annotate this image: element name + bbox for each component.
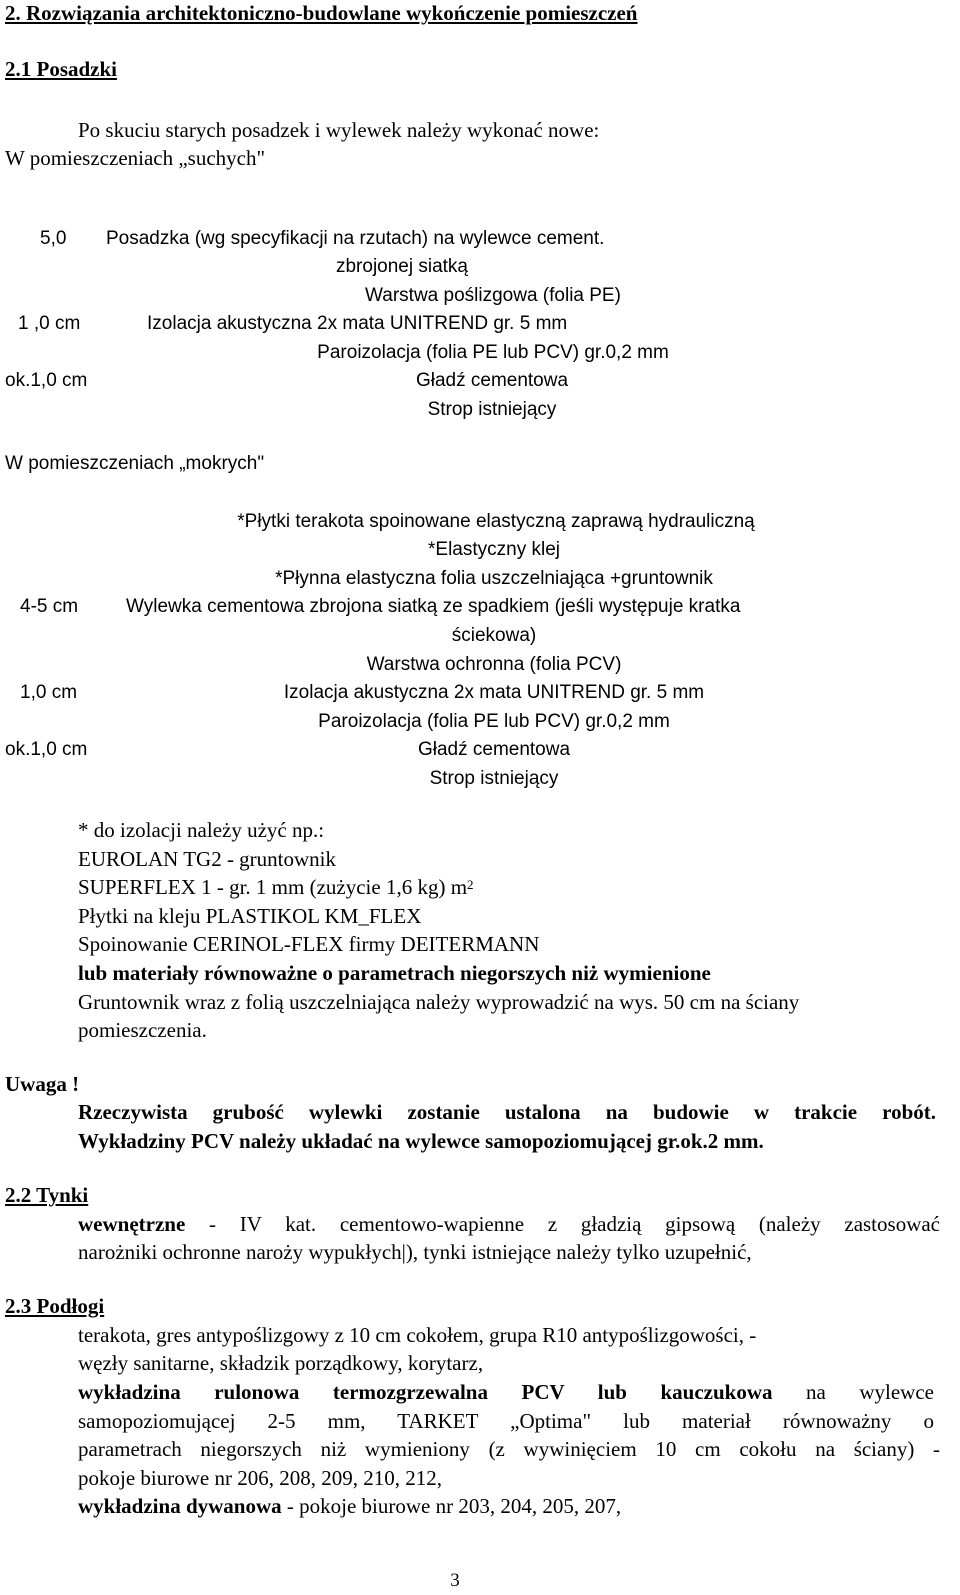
note-line-4: Spoinowanie CERINOL-FLEX firmy DEITERMANN — [78, 932, 540, 956]
note-line-3: Płytki na kleju PLASTIKOL KM_FLEX — [78, 904, 422, 928]
wet-rooms-heading: W pomieszczeniach „mokrych" — [5, 453, 265, 474]
wet-layer-2: *Płynna elastyczna folia uszczelniająca +gruntownik — [275, 568, 713, 589]
podlogi-line-4: samopoziomującej 2-5 mm, TARKET „Optima" lub materiał równoważny o — [78, 1409, 934, 1433]
uwaga-line-1: Wykładziny PCV należy układać na wylewce samopoziomującej gr.ok.2 mm. — [78, 1129, 764, 1153]
dry-rooms-heading: W pomieszczeniach „suchych" — [5, 146, 266, 170]
page-number: 3 — [450, 1570, 460, 1591]
wet-layer-8: Gładź cementowa — [417, 739, 571, 760]
wet-thickness-8: ok.1,0 cm — [5, 739, 88, 760]
wet-layer-9: Strop istniejący — [429, 768, 559, 789]
podlogi-line-1: terakota, gres antypoślizgowy z 10 cm cokołem, grupa R10 antypoślizgowości, - — [78, 1323, 757, 1347]
dry-layer-3: Izolacja akustyczna 2x mata UNITREND gr. 5 mm — [147, 313, 568, 334]
dry-thickness-0: 5,0 — [40, 228, 67, 249]
tynki-line-1: wewnętrzne - IV kat. cementowo-wapienne z gładzią gipsową (należy zastosować — [78, 1212, 940, 1236]
podlogi-line-3: wykładzina rulonowa termozgrzewalna PCV lub kauczukowa na wylewce — [78, 1380, 934, 1404]
dry-layer-2: Warstwa poślizgowa (folia PE) — [365, 285, 621, 306]
uwaga-label: Uwaga ! — [5, 1072, 80, 1096]
note-line-6: Gruntownik wraz z folią uszczelniająca należy wyprowadzić na wys. 50 cm na ściany — [78, 990, 800, 1014]
dry-layer-6: Strop istniejący — [427, 399, 557, 420]
note-line-2: SUPERFLEX 1 - gr. 1 mm (zużycie 1,6 kg) $m^2$ — [78, 875, 474, 899]
wet-layer-5: Warstwa ochronna (folia PCV) — [366, 654, 622, 675]
dry-thickness-5: ok.1,0 cm — [5, 370, 88, 391]
wet-thickness-6: 1,0 cm — [20, 682, 78, 703]
podlogi-line-2: węzły sanitarne, składzik porządkowy, korytarz, — [78, 1351, 484, 1375]
podlogi-line-5: parametrach niegorszych niż wymieniony (z wywinięciem 10 cm cokołu na ściany) - — [78, 1437, 940, 1461]
uwaga-line-0: Rzeczywista grubość wylewki zostanie ustalona na budowie w trakcie robót. — [78, 1100, 936, 1124]
dry-layer-4: Paroizolacja (folia PE lub PCV) gr.0,2 mm — [317, 342, 669, 363]
section-2-1-title: 2.1 Posadzki — [5, 57, 118, 81]
wet-thickness-3: 4-5 cm — [20, 596, 79, 617]
podlogi-line-7: wykładzina dywanowa - pokoje biurowe nr 203, 204, 205, 207, — [78, 1494, 622, 1518]
dry-layer-0: Posadzka (wg specyfikacji na rzutach) na wylewce cement. — [106, 228, 605, 249]
section-2-title: 2. Rozwiązania architektoniczno-budowlane wykończenie pomieszczeń — [5, 1, 638, 25]
intro-text: Po skuciu starych posadzek i wylewek należy wykonać nowe: — [78, 118, 600, 142]
tynki-line-2: narożniki ochronne naroży wypukłych|), tynki istniejące należy tylko uzupełnić, — [78, 1240, 752, 1264]
wet-layer-6: Izolacja akustyczna 2x mata UNITREND gr. 5 mm — [283, 682, 705, 703]
wet-layer-1: *Elastyczny klej — [428, 539, 560, 560]
note-line-5: lub materiały równoważne o parametrach niegorszych niż wymienione — [78, 961, 711, 985]
wet-layer-7: Paroizolacja (folia PE lub PCV) gr.0,2 mm — [318, 711, 670, 732]
dry-layer-1: zbrojonej siatką — [335, 256, 469, 277]
podlogi-line-6: pokoje biurowe nr 206, 208, 209, 210, 212, — [78, 1466, 442, 1490]
note-line-1: EUROLAN TG2 - gruntownik — [78, 847, 337, 871]
wet-layer-3: Wylewka cementowa zbrojona siatką ze spadkiem (jeśli występuje kratka — [126, 596, 741, 617]
section-2-3-title: 2.3 Podłogi — [5, 1294, 105, 1318]
wet-layer-0: *Płytki terakota spoinowane elastyczną zaprawą hydrauliczną — [237, 511, 755, 532]
dry-layer-5: Gładź cementowa — [415, 370, 569, 391]
superscript-2: 2 — [467, 877, 474, 892]
dry-thickness-3: 1 ,0 cm — [18, 313, 81, 334]
wet-layer-4: ściekowa) — [451, 625, 537, 646]
section-2-2-title: 2.2 Tynki — [5, 1183, 89, 1207]
note-line-7: pomieszczenia. — [78, 1018, 207, 1042]
note-line-0: * do izolacji należy użyć np.: — [78, 818, 325, 842]
